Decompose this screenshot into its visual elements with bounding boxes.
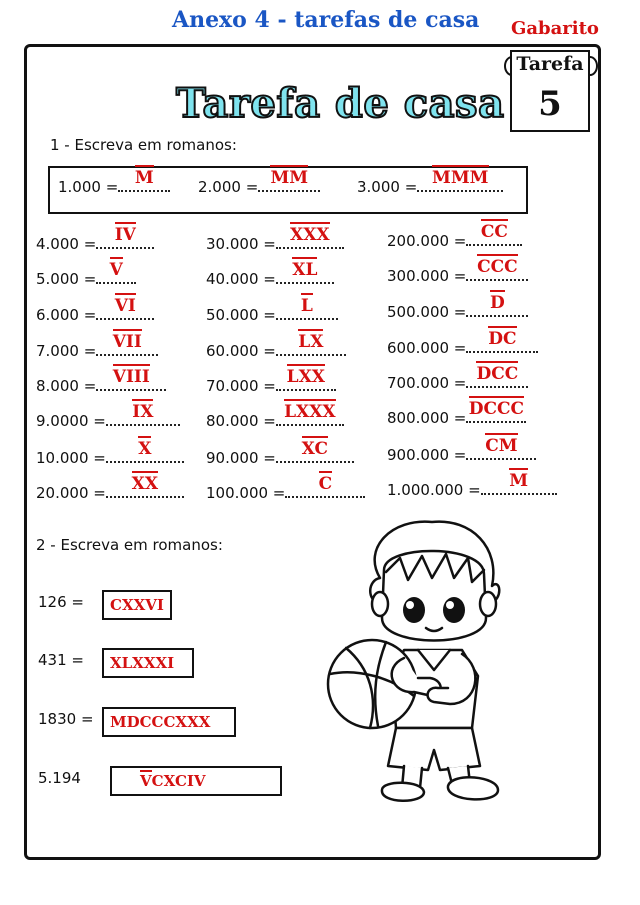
number-label: 10.000 = [36, 449, 106, 467]
conversion-cell [36, 402, 180, 430]
conversion-cell [387, 329, 538, 357]
conversion-cell [387, 471, 557, 499]
answer-line [466, 399, 526, 423]
roman-answer [466, 366, 528, 383]
conversion-cell [36, 225, 154, 253]
answer-line [276, 439, 354, 463]
number-label: 40.000 = [206, 270, 276, 288]
roman-answer-overlined: L [301, 293, 313, 316]
number-label: 5.000 = [36, 270, 97, 288]
number-label: 60.000 = [206, 342, 276, 360]
header-title: Anexo 4 - tarefas de casa [172, 7, 480, 33]
roman-answer-overlined: CC [481, 219, 508, 242]
roman-answer-overlined: XXX [290, 222, 330, 245]
number-label: 9.0000 = [36, 412, 106, 430]
roman-answer-overlined: VII [113, 329, 142, 352]
conversion-cell [58, 168, 170, 196]
roman-answer-overlined: X [138, 436, 151, 459]
roman-answer [276, 404, 344, 421]
answer-line [106, 439, 184, 463]
number-label: 2.000 = [198, 178, 259, 196]
roman-answer-overlined: V [110, 257, 123, 280]
conversion-cell [36, 474, 184, 502]
roman-answer [466, 224, 522, 241]
number-label: 800.000 = [387, 409, 467, 427]
conversion-cell [198, 168, 320, 196]
roman-answer [96, 262, 136, 279]
roman-answer-overlined: LXXX [284, 399, 336, 422]
number-label: 126 = [38, 593, 84, 611]
number-label: 1.000 = [58, 178, 119, 196]
roman-answer-overlined: XC [302, 436, 328, 459]
roman-answer: MDCCCXXX [110, 713, 211, 731]
roman-answer [276, 262, 334, 279]
answer-line [466, 436, 536, 460]
sign-number: 5 [538, 84, 562, 124]
page-title: Tarefa de casa [176, 80, 505, 127]
conversion-cell [36, 332, 158, 360]
answer-line [417, 168, 503, 192]
answer-line [96, 225, 154, 249]
roman-answer [466, 331, 538, 348]
roman-answer [106, 441, 184, 458]
answer-line [276, 296, 338, 320]
number-label: 900.000 = [387, 446, 467, 464]
answer-line [276, 402, 344, 426]
conversion-cell [206, 296, 338, 324]
roman-answer [106, 404, 180, 421]
conversion-cell [387, 364, 528, 392]
roman-answer: CXXVI [110, 596, 164, 614]
roman-answer-overlined: LX [298, 329, 323, 352]
answer-line [258, 168, 320, 192]
conversion-cell [387, 436, 536, 464]
conversion-cell [206, 439, 354, 467]
roman-answer [258, 170, 320, 187]
conversion-cell [206, 474, 365, 502]
number-label: 500.000 = [387, 303, 467, 321]
answer-box [102, 590, 172, 620]
roman-answer [466, 438, 536, 455]
boy-with-basketball-icon [322, 508, 544, 810]
roman-answer [96, 298, 154, 315]
roman-answer [481, 473, 557, 490]
answer-line [118, 168, 170, 192]
roman-answer [276, 441, 354, 458]
conversion-cell [387, 222, 522, 250]
number-label: 431 = [38, 651, 84, 669]
roman-answer [106, 476, 184, 493]
roman-answer [276, 369, 336, 386]
roman-answer [96, 227, 154, 244]
answer-box [102, 648, 194, 678]
number-label: 700.000 = [387, 374, 467, 392]
answer-line [276, 332, 346, 356]
conversion-cell [36, 367, 166, 395]
question-1-prompt: 1 - Escreva em romanos: [50, 136, 237, 154]
task-sign [504, 44, 598, 134]
roman-answer [466, 295, 528, 312]
gabarito-label: Gabarito [511, 18, 599, 39]
answer-line [106, 474, 184, 498]
roman-answer-overlined: D [490, 290, 505, 313]
answer-line [276, 367, 336, 391]
answer-line [96, 296, 154, 320]
answer-box [102, 707, 236, 737]
answer-line [276, 225, 344, 249]
roman-answer-overlined: MMM [432, 165, 488, 188]
conversion-cell [206, 260, 334, 288]
roman-answer-overlined: MM [270, 165, 308, 188]
conversion-cell [206, 332, 346, 360]
number-label: 7.000 = [36, 342, 97, 360]
roman-answer [285, 476, 365, 493]
roman-answer-overlined: VIII [113, 364, 150, 387]
conversion-cell [36, 296, 154, 324]
roman-answer-overlined: DC [488, 326, 516, 349]
roman-answer-overlined: LXX [287, 364, 325, 387]
roman-answer-overlined: M [135, 165, 154, 188]
conversion-cell [387, 293, 528, 321]
number-label: 30.000 = [206, 235, 276, 253]
answer-line [481, 471, 557, 495]
number-label: 300.000 = [387, 267, 467, 285]
number-label: 200.000 = [387, 232, 467, 250]
roman-answer: CXCIV [151, 772, 206, 790]
roman-answer-overlined: XL [292, 257, 317, 280]
number-label: 1830 = [38, 710, 94, 728]
roman-answer [276, 298, 338, 315]
number-label: 8.000 = [36, 377, 97, 395]
conversion-cell [36, 439, 184, 467]
number-label: 20.000 = [36, 484, 106, 502]
number-label: 1.000.000 = [387, 481, 481, 499]
roman-answer [96, 334, 158, 351]
number-label: 6.000 = [36, 306, 97, 324]
roman-answer-overlined: IV [115, 222, 136, 245]
roman-answer [276, 334, 346, 351]
roman-answer-overlined: CM [485, 433, 517, 456]
roman-answer-overlined: VI [115, 293, 136, 316]
number-label: 600.000 = [387, 339, 467, 357]
roman-answer-overlined: M [509, 468, 528, 491]
answer-line [466, 293, 528, 317]
answer-line [466, 222, 522, 246]
roman-answer [96, 369, 166, 386]
conversion-cell [357, 168, 503, 196]
roman-answer-overlined: C [319, 471, 333, 494]
question-2-prompt: 2 - Escreva em romanos: [36, 536, 223, 554]
roman-answer-overlined: IX [132, 399, 153, 422]
answer-line [466, 257, 528, 281]
roman-answer [276, 227, 344, 244]
roman-answer [417, 170, 503, 187]
number-label: 3.000 = [357, 178, 418, 196]
conversion-cell [387, 257, 528, 285]
roman-answer: XLXXXI [110, 654, 175, 672]
roman-answer [466, 401, 526, 418]
number-label: 90.000 = [206, 449, 276, 467]
roman-answer-overlined: XX [132, 471, 158, 494]
answer-line [276, 260, 334, 284]
answer-line [96, 332, 158, 356]
conversion-cell [206, 225, 344, 253]
conversion-cell [387, 399, 526, 427]
answer-line [96, 260, 136, 284]
number-label: 70.000 = [206, 377, 276, 395]
answer-line [285, 474, 365, 498]
number-label: 80.000 = [206, 412, 276, 430]
answer-line [96, 367, 166, 391]
conversion-cell [36, 260, 136, 288]
conversion-cell [206, 367, 336, 395]
roman-answer-overlined: V [140, 772, 152, 790]
answer-box [110, 766, 282, 796]
number-label: 100.000 = [206, 484, 286, 502]
roman-answer-overlined: DCCC [469, 396, 524, 419]
answer-line [466, 329, 538, 353]
roman-answer-overlined: DCC [476, 361, 518, 384]
roman-answer [118, 170, 170, 187]
conversion-cell [206, 402, 344, 430]
roman-answer-overlined: CCC [477, 254, 518, 277]
number-label: 4.000 = [36, 235, 97, 253]
answer-line [106, 402, 180, 426]
roman-answer [466, 259, 528, 276]
number-label: 5.194 [38, 769, 81, 787]
number-label: 50.000 = [206, 306, 276, 324]
answer-line [466, 364, 528, 388]
sign-word: Tarefa [516, 53, 584, 75]
